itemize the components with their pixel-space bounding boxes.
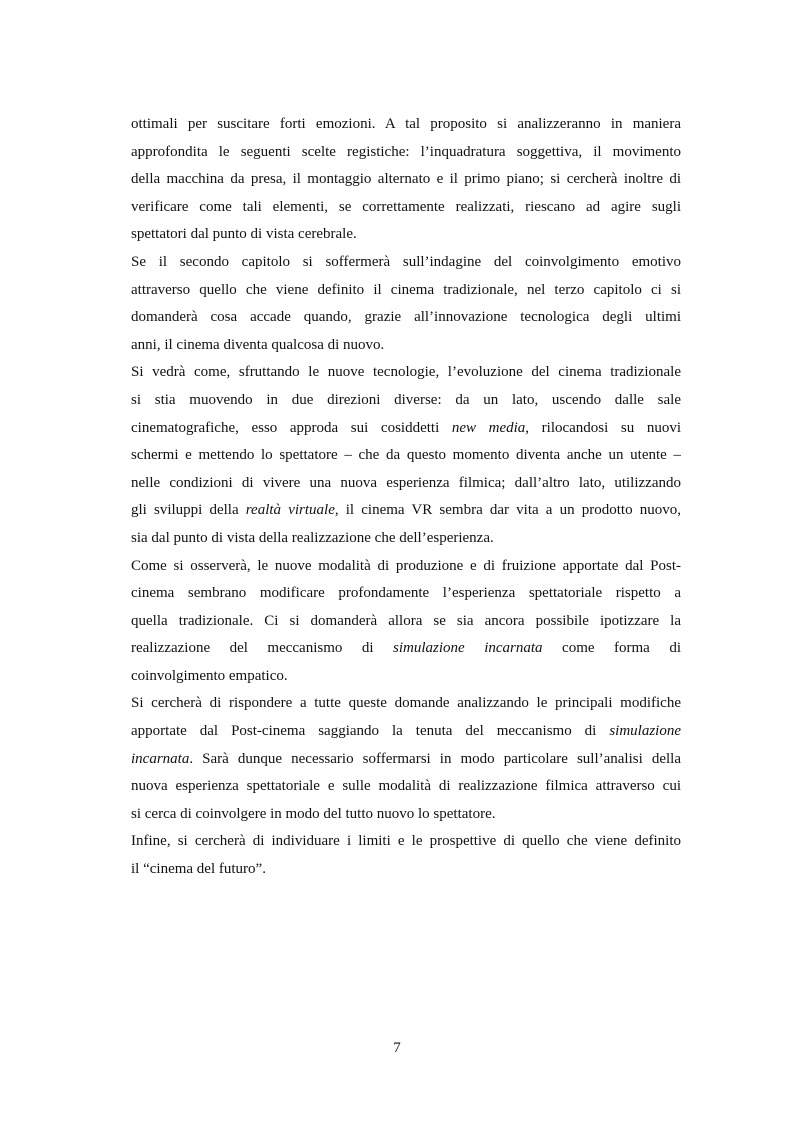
- page-number: 7: [393, 1040, 401, 1056]
- text-line: Si vedrà come, sfruttando le nuove tecnologie, l’evoluzione del cinema tradizionale: [131, 364, 681, 381]
- text-line: [131, 497, 681, 525]
- text-segment: , rilocandosi su nuovi: [525, 419, 681, 436]
- text-line: Come si osserverà, le nuove modalità di produzione e di fruizione apportate dal Post-: [131, 557, 681, 574]
- text-segment: apportate dal Post-cinema saggiando la tenuta del meccanismo di: [131, 723, 610, 740]
- italic-term: realtà virtuale: [245, 502, 335, 519]
- italic-term: new media: [451, 419, 526, 436]
- text-segment: realizzazione del meccanismo di: [131, 640, 394, 657]
- text-line: nelle condizioni di vivere una nuova esperienza filmica; dall’altro lato, utilizzando: [131, 474, 681, 491]
- text-line: Infine, si cercherà di individuare i limiti e le prospettive di quello che viene definito: [131, 833, 681, 850]
- paragraph: [131, 111, 681, 249]
- text-line: ottimali per suscitare forti emozioni. A tal proposito si analizzeranno in maniera: [131, 116, 681, 132]
- paragraph: [131, 690, 681, 828]
- text-line: Se il secondo capitolo si soffermerà sull’indagine del coinvolgimento emotivo: [131, 253, 681, 270]
- text-segment: , il cinema VR sembra dar vita a un prodotto nuovo,: [334, 502, 681, 519]
- text-line: schermi e mettendo lo spettatore – che da questo momento diventa anche un utente –: [131, 447, 681, 464]
- text-line: [131, 718, 681, 746]
- paragraph: [131, 828, 681, 883]
- text-line: coinvolgimento empatico.: [131, 667, 288, 684]
- text-line: il “cinema del futuro”.: [131, 861, 266, 878]
- italic-term: incarnata: [131, 750, 190, 767]
- text-line: spettatori dal punto di vista cerebrale.: [131, 226, 357, 243]
- text-line: nuova esperienza spettatoriale e sulle modalità di realizzazione filmica attraverso cui: [131, 778, 681, 795]
- text-line: [131, 415, 681, 443]
- text-line: attraverso quello che viene definito il cinema tradizionale, nel terzo capitolo ci si: [131, 281, 681, 298]
- italic-term: simulazione incarnata: [393, 640, 543, 657]
- text-line: quella tradizionale. Ci si domanderà allora se sia ancora possibile ipotizzare la: [131, 612, 681, 629]
- text-segment: cinematografiche, esso approda sui cosiddetti: [131, 419, 452, 436]
- text-line: Si cercherà di rispondere a tutte queste domande analizzando le principali modifiche: [131, 695, 681, 712]
- text-segment: gli sviluppi della: [131, 502, 246, 519]
- text-line: si cerca di coinvolgere in modo del tutto nuovo lo spettatore.: [131, 805, 496, 822]
- text-line: cinema sembrano modificare profondamente l’esperienza spettatoriale rispetto a: [131, 585, 681, 602]
- text-line: della macchina da presa, il montaggio alternato e il primo piano; si cercherà inoltre di: [131, 171, 681, 188]
- text-segment: come forma di: [542, 640, 681, 657]
- paragraph: [131, 249, 681, 359]
- text-line: [131, 746, 681, 774]
- text-line: verificare come tali elementi, se correttamente realizzati, riescano ad agire sugli: [131, 198, 681, 215]
- text-line: [131, 635, 681, 663]
- text-line: anni, il cinema diventa qualcosa di nuovo.: [131, 336, 385, 353]
- italic-term: simulazione: [609, 723, 681, 740]
- text-line: domanderà cosa accade quando, grazie all’innovazione tecnologica degli ultimi: [131, 309, 681, 326]
- paragraph: [131, 553, 681, 691]
- paragraph: [131, 359, 681, 552]
- body-text: [131, 111, 681, 884]
- text-line: approfondita le seguenti scelte registiche: l’inquadratura soggettiva, il movimento: [131, 143, 681, 160]
- text-line: si stia muovendo in due direzioni diverse: da un lato, uscendo dalle sale: [131, 391, 681, 408]
- text-segment: . Sarà dunque necessario soffermarsi in modo particolare sull’analisi della: [189, 750, 681, 767]
- text-line: sia dal punto di vista della realizzazione che dell’esperienza.: [131, 529, 494, 546]
